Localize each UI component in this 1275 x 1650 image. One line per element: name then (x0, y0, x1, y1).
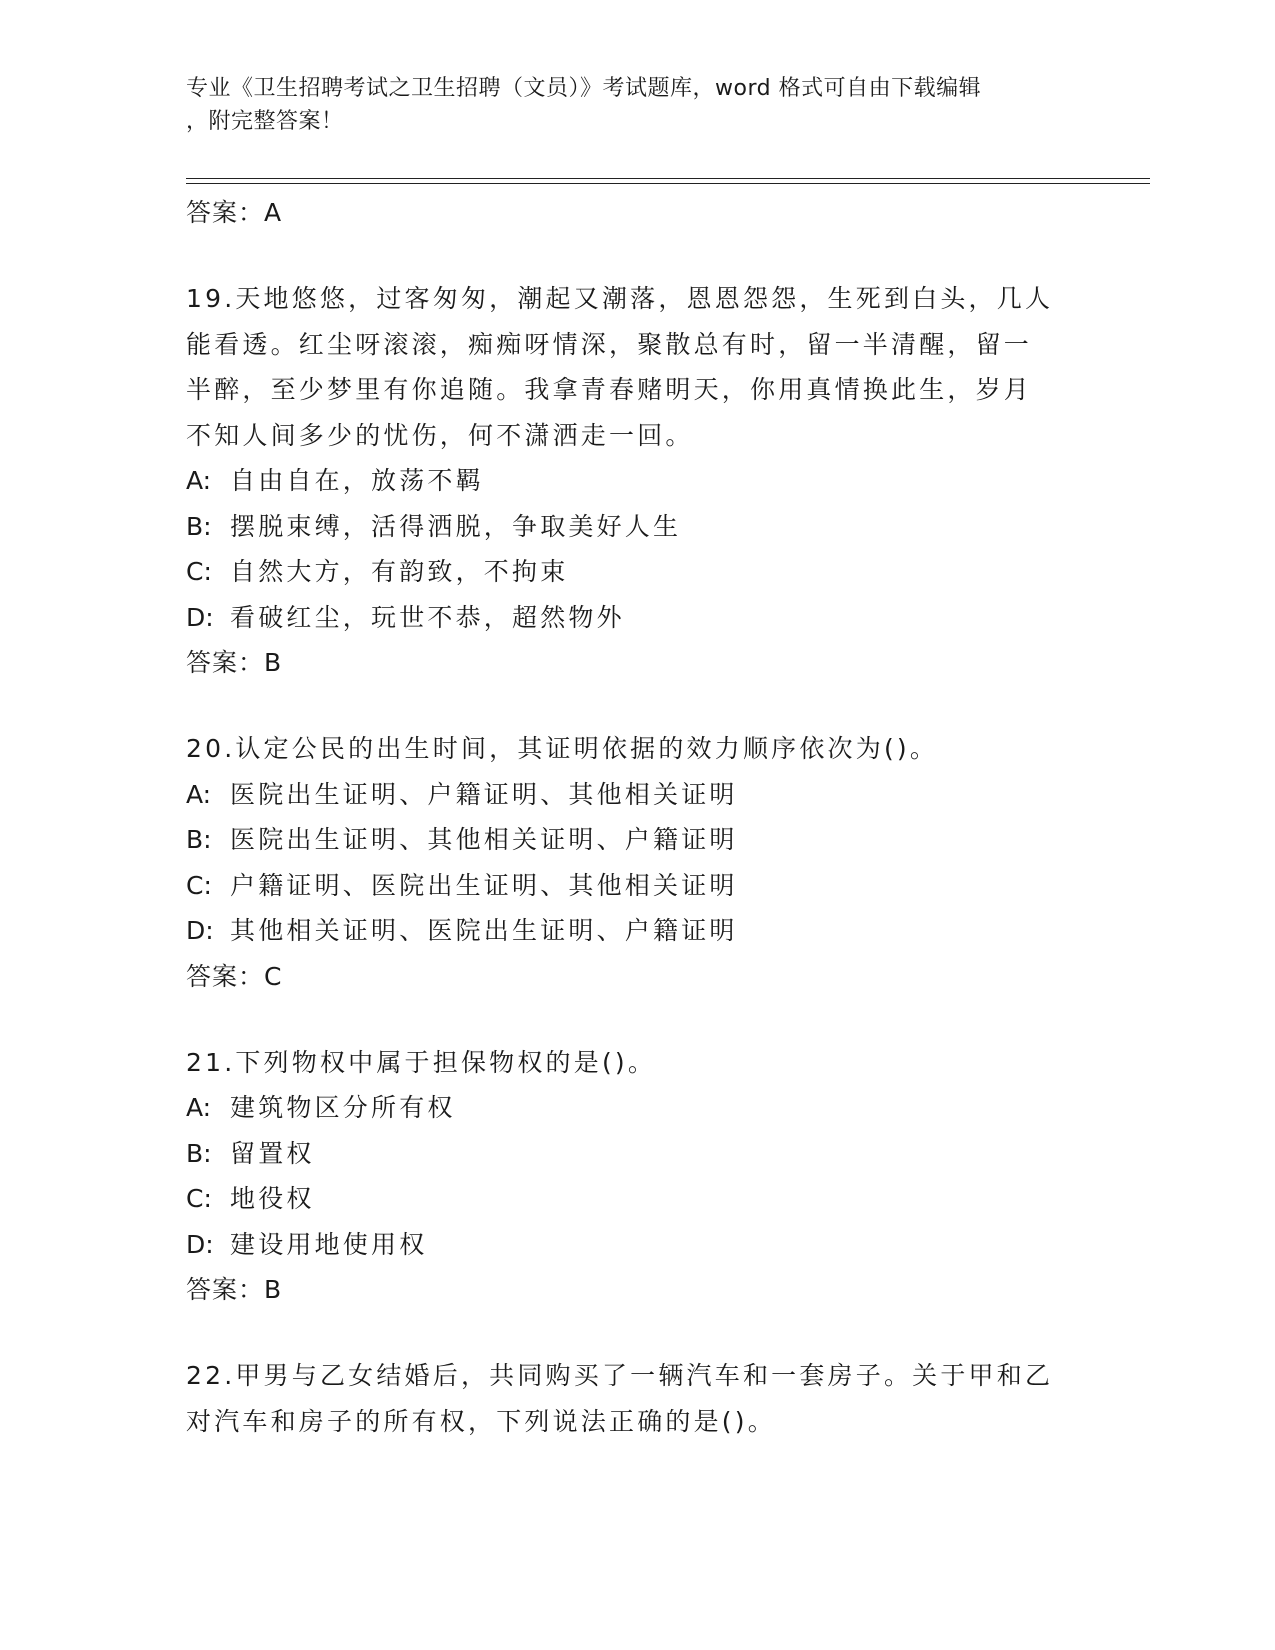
option-label: D: (186, 1229, 214, 1259)
question-text: 22.甲男与乙女结婚后，共同购买了一辆汽车和一套房子。关于甲和乙 (186, 1361, 1054, 1390)
option-label: A: (186, 1093, 212, 1122)
option-b (186, 817, 1086, 863)
option-label: B: (186, 511, 212, 541)
option-text: 自由自在，放荡不羁 (230, 466, 484, 495)
option-text: 其他相关证明、医院出生证明、户籍证明 (230, 916, 738, 945)
document-body (186, 190, 1086, 1444)
option-text: 留置权 (230, 1138, 315, 1168)
question-text: 20.认定公民的出生时间，其证明依据的效力顺序依次为()。 (186, 734, 939, 763)
option-c (186, 863, 1086, 909)
option-text: 地役权 (230, 1184, 315, 1213)
option-label: C: (186, 870, 212, 900)
question-text: 不知人间多少的忧伤，何不潇洒走一回。 (186, 420, 694, 450)
header-line-1: 专业《卫生招聘考试之卫生招聘（文员）》考试题库，word 格式可自由下载编辑 (186, 76, 982, 101)
answer-line: 答案：A (186, 198, 283, 227)
question-text: 21.下列物权中属于担保物权的是()。 (186, 1047, 657, 1077)
answer-line: 答案：C (186, 961, 283, 991)
question-text: 能看透。红尘呀滚滚，痴痴呀情深，聚散总有时，留一半清醒，留一 (186, 329, 1033, 359)
question-block (186, 1040, 1086, 1314)
question-text: 19.天地悠悠，过客匆匆，潮起又潮落，恩恩怨怨，生死到白头，几人 (186, 284, 1054, 313)
option-d (186, 908, 1086, 954)
header-rule-bottom (186, 183, 1150, 184)
option-text: 户籍证明、医院出生证明、其他相关证明 (230, 870, 738, 900)
option-label: B: (186, 825, 212, 854)
header-line-2: ，附完整答案！ (186, 109, 344, 134)
question-text: 对汽车和房子的所有权，下列说法正确的是()。 (186, 1406, 776, 1436)
option-label: C: (186, 1184, 212, 1213)
header-rule-top (186, 178, 1150, 179)
question-block (186, 276, 1086, 686)
option-text: 医院出生证明、户籍证明、其他相关证明 (230, 779, 738, 809)
option-a (186, 772, 1086, 818)
option-a (186, 1085, 1086, 1131)
option-label: A: (186, 779, 212, 809)
option-label: B: (186, 1138, 212, 1168)
question-block (186, 1353, 1086, 1444)
option-c (186, 549, 1086, 595)
option-text: 建筑物区分所有权 (230, 1093, 456, 1122)
document-header (186, 72, 1086, 138)
answer-line: 答案：B (186, 648, 283, 677)
option-d (186, 595, 1086, 641)
question-block (186, 726, 1086, 1000)
option-label: D: (186, 916, 214, 945)
option-b (186, 1131, 1086, 1177)
option-d (186, 1222, 1086, 1268)
option-text: 自然大方，有韵致，不拘束 (230, 557, 569, 586)
option-label: D: (186, 602, 214, 632)
option-text: 医院出生证明、其他相关证明、户籍证明 (230, 825, 738, 854)
option-label: C: (186, 557, 212, 586)
option-a (186, 458, 1086, 504)
question-text: 半醉，至少梦里有你追随。我拿青春赌明天，你用真情换此生，岁月 (186, 375, 1033, 404)
answer-line: 答案：B (186, 1275, 283, 1304)
option-text: 看破红尘，玩世不恭，超然物外 (230, 602, 625, 632)
option-b (186, 504, 1086, 550)
option-text: 建设用地使用权 (230, 1229, 428, 1259)
option-label: A: (186, 466, 212, 495)
option-text: 摆脱束缚，活得洒脱，争取美好人生 (230, 511, 682, 541)
option-c (186, 1176, 1086, 1222)
